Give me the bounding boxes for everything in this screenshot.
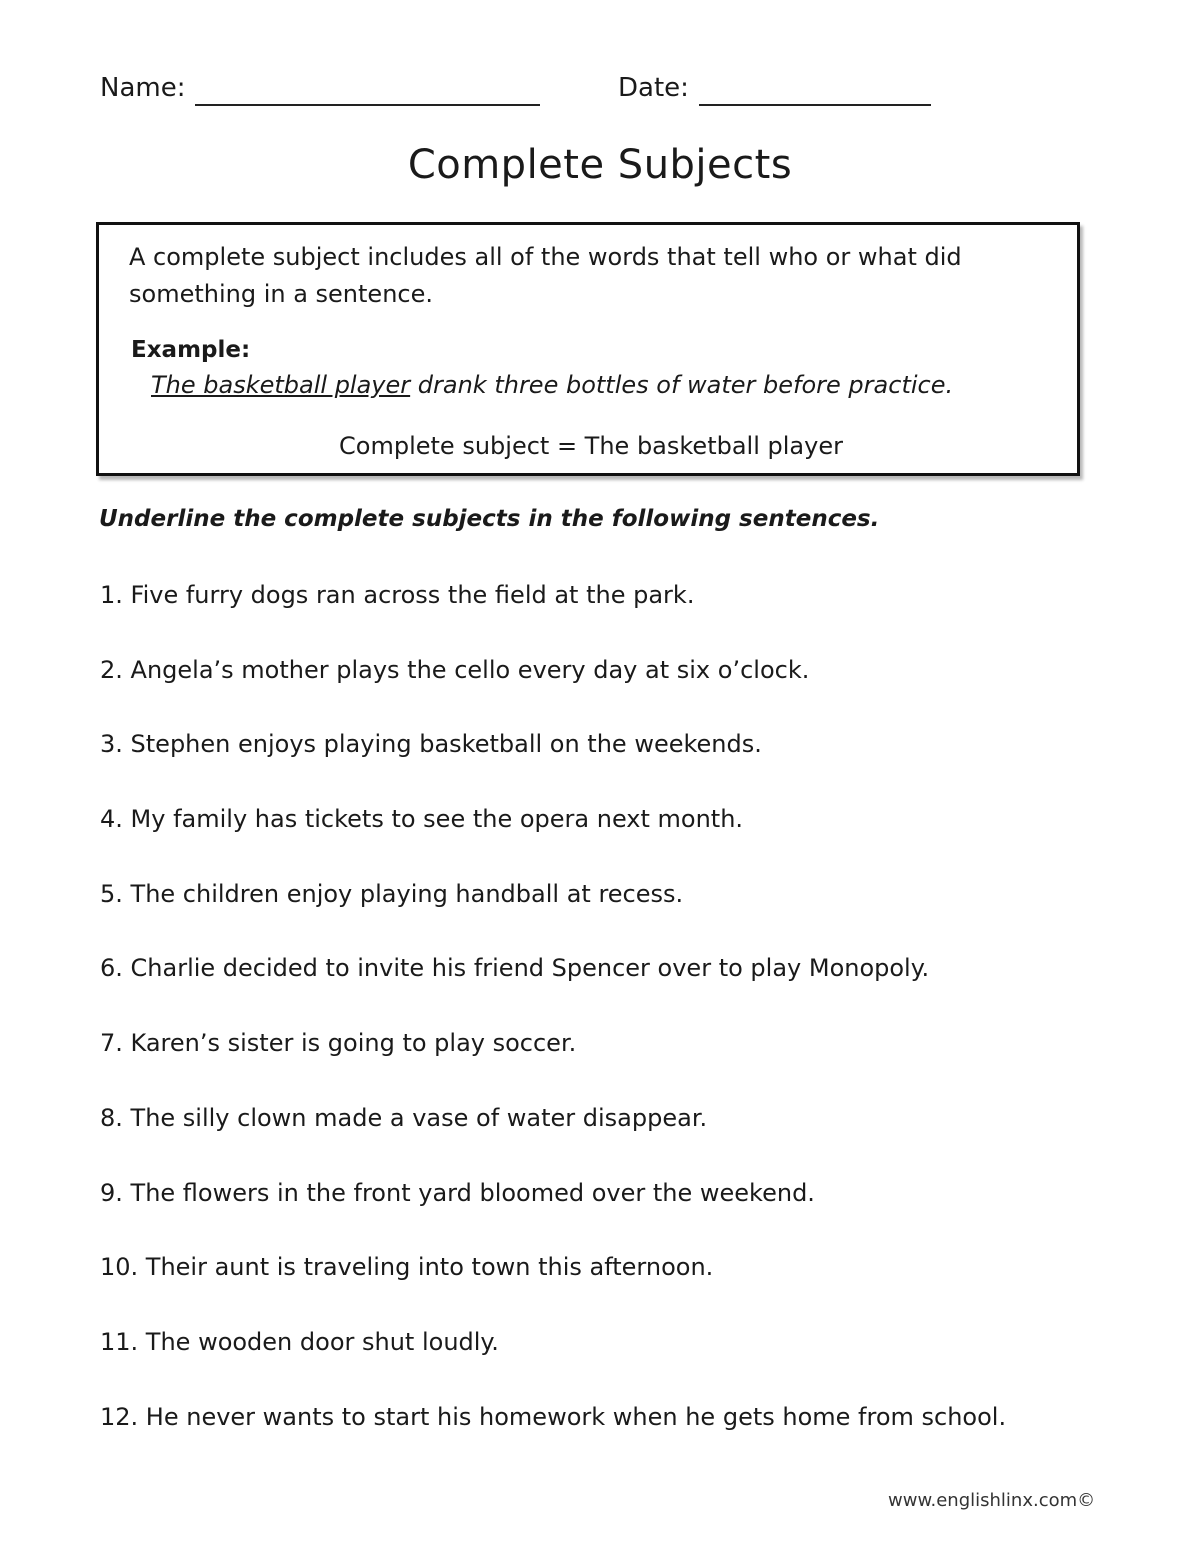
example-subject: The basketball player [151,371,411,399]
example-sentence [151,371,953,399]
definition-text: A complete subject includes all of the words that tell who or what did something in a sentence. [129,243,962,308]
sentence-item: 10. Their aunt is traveling into town this afternoon. [100,1253,714,1282]
name-blank-line[interactable] [195,74,540,106]
footer-credit: www.englishlinx.com© [888,1490,1096,1511]
name-label: Name: [100,73,186,103]
sentence-item: 11. The wooden door shut loudly. [100,1327,499,1356]
date-label: Date: [618,73,689,103]
example-label: Example: [131,337,251,363]
example-predicate: drank three bottles of water before practice. [410,371,954,399]
date-blank-line[interactable] [699,74,931,106]
sentence-item: 9. The flowers in the front yard bloomed over the weekend. [100,1178,815,1207]
date-field [618,70,931,106]
sentence-item: 6. Charlie decided to invite his friend Spencer over to play Monopoly. [100,954,930,983]
sentence-item: 3. Stephen enjoys playing basketball on the weekends. [100,730,762,759]
sentence-item: 7. Karen’s sister is going to play soccer. [100,1029,577,1058]
header-row [100,70,960,110]
sentence-item: 5. The children enjoy playing handball at recess. [100,879,684,908]
sentence-item: 4. My family has tickets to see the opera next month. [100,805,744,834]
sentence-item: 12. He never wants to start his homework when he gets home from school. [100,1402,1007,1431]
instructions: Underline the complete subjects in the following sentences. [99,506,880,532]
page-title: Complete Subjects [407,142,793,188]
example-answer: Complete subject = The basketball player [339,432,843,460]
sentence-item: 1. Five furry dogs ran across the field at the park. [100,581,695,609]
sentence-item: 2. Angela’s mother plays the cello every day at six o’clock. [100,655,810,684]
definition-box [96,222,1080,476]
sentence-list [100,580,1006,1476]
sentence-item: 8. The silly clown made a vase of water disappear. [100,1103,708,1132]
name-field [100,70,540,106]
